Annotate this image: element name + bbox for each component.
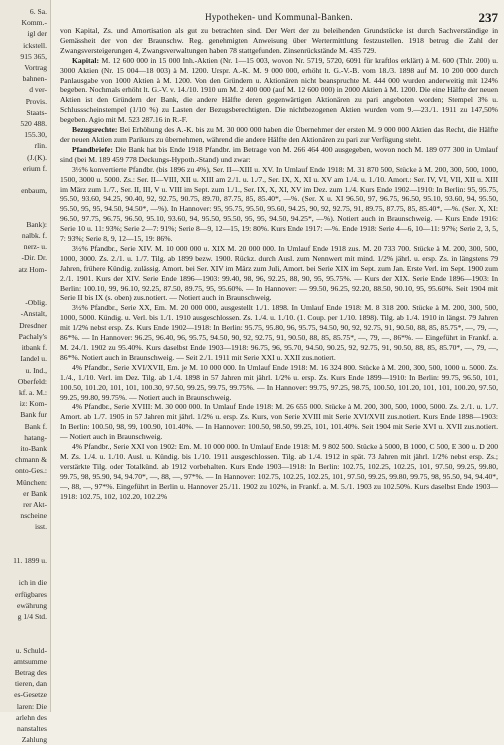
gutter-line: nerz- u.: [23, 242, 47, 252]
gutter-line: Zahlung: [21, 735, 47, 745]
page-content: [60, 10, 498, 710]
gutter-line: [0, 622, 50, 633]
gutter-line: u. Ind.,: [25, 365, 47, 375]
gutter-line: Bank f.: [24, 421, 47, 431]
gutter-line: g 1/4 Std.: [17, 611, 47, 621]
adjacent-page-margin: [0, 0, 51, 745]
gutter-line: [0, 566, 50, 577]
gutter-line: Pachaly's: [18, 331, 47, 341]
paragraph-label: Bezugsrechte:: [72, 125, 118, 135]
paragraph: [60, 303, 498, 362]
adjacent-page-text: [0, 6, 50, 745]
gutter-line: Iandel u.: [20, 354, 47, 364]
gutter-line: [0, 196, 50, 207]
gutter-line: d ver-: [29, 85, 47, 95]
gutter-line: nanstaltes: [17, 724, 47, 733]
gutter-line: [0, 533, 50, 544]
gutter-line: [0, 286, 50, 297]
gutter-line: rlin.: [34, 141, 47, 151]
gutter-line: Bank fur: [20, 410, 47, 420]
paragraph: [60, 145, 498, 165]
gutter-line: ich in die: [18, 578, 47, 588]
page-number: 237: [478, 10, 498, 25]
running-title: Hypotheken- und Kommunal-Banken.: [205, 12, 353, 22]
paragraph-text: 4% Pfandbr., Serie XXI von 1902: Em. M. 10 000 000. In Umlauf Ende 1918: M. 9 802 500. Stücke à 5000, B 1000, C 500, E 300 u. D 200 M. Zs. 1./4. u. 1./10. Ausl. u. Kündig. bis 1./10. 1911 ausgeschlossen. Tilg. ab 1./4. 1912 in spät. 73 Jahren mit jährl. 1/2% nebst ersp. Zs.; verstärkte Tilg. oder Totalkünd. ab 1912 vorbehalten. Kurs Ende 1903—1918: In Berlin: 102.75, 102.25, 102.25, 101, 97.50, 99.25, 99.80, 99.75, 98, 95.90, 94, 94.70*, —, 88, —, 97*%. — In Hannover: 102.75, 102.25, 102.25, 101, 97.50, 99.25, 99.80, 99.75, 98, 95.50, 94, 94.40*, —, 88, —, 97*%. Eingeführt in Berlin u. Hannover 25./11. 1902 zu 102%, in Frankf. a. M. 5./1. 1903 zu 102.50%. Kurs daselbst Ende 1903—1918: 102.75, 102, 102.20, 102.2%: [60, 442, 498, 501]
gutter-line: Dresdner: [19, 320, 47, 330]
gutter-line: igl der: [27, 29, 47, 39]
gutter-line: Provis.: [25, 96, 47, 106]
gutter-line: nalbk. f.: [21, 231, 47, 241]
gutter-line: 155.30,: [24, 130, 47, 140]
gutter-line: itbank f.: [21, 343, 47, 353]
gutter-line: -Anstalt,: [20, 309, 47, 319]
gutter-line: ewährung: [17, 600, 47, 610]
gutter-line: [0, 174, 50, 185]
gutter-line: es-Gesetze: [14, 690, 47, 700]
gutter-line: 520 488.: [20, 119, 47, 129]
gutter-line: -Dir. Dr.: [21, 253, 47, 263]
paragraph-label: Kapital:: [72, 55, 100, 65]
gutter-line: Bank):: [26, 219, 47, 229]
paragraph-text: von Kapital, Zs. und Amortisation als gut zu betrachten sind. Der Wert der zu beleihenden Grundstücke ist durch Sachverständige in Gemässheit der von der Braunschw. Reg. genehmigten Anweisung über Wertermittlung festzustellen. 1918 betrug die Zahl der Zwangsversteigerungen 4, Zwangsverwaltungen haben 78 stattgefunden. Zinsenrückstände M. 435 729.: [60, 26, 498, 55]
gutter-line: Oberfeld:: [17, 376, 47, 386]
gutter-line: amtsumme: [13, 656, 47, 666]
paragraph-text: 3½% konvertierte Pfandbr. (bis 1896 zu 4%), Ser. II—XIII u. XV. In Umlauf Ende 1918: M. 31 870 500, Stücke à M. 200, 300, 500, 1000, 1500, 3000 u. 5000. Zs.: Ser. II—VIII, XII u. XIII am 2./1. u. 1./7., Ser. IX, X, XI u. XV am 1./4. u. 1./10. Amort.: Ser. IV, VI, VII, XII u. XIII im März zum 1./7., Ser. II, III, V u. VIII im Sept. zum 1./1., Ser. IX, X, XI, XV im Dez. zum 1./4. Kurs Ende 1902—1910: In Berlin: 95, 95.75, 95.50, 93.60, 94.25, 90.40, 92, 92.75, 90.75, 89.70, 87.75, 85, 85.40*, —%. (Ser. X u. XI 96.50, 97, 96.75, 96.50, 95.10, 93.60, 94, 95.50, 95.50, 95, 95, 94.50, 94.50*, —%). In Hannover: 95, 95.75, 95.50, 95.60, 94.25, 90, 92, 92.75, 91, 89.75, 87.75, 85, 85.40*, —%. (Ser. X, XI: 96.50, 97.75, 96.75, 96.50, 95.10, 93.60, 94, 95.50, 95.50, 95, 95, 94.50, 94.25*, —%). Notiert auch in Braunschweig. — Kurs Ende 1916: Serie 10 u. 11: 93%; Serie 2—7: 91%; Serie 8—9, 12—15, 19: 80%. Kurs Ende 1917: —%. Ende 1918: Serie 4—6, 10—11: 97%; Serie 2, 3, 5, 7: 93%; Serie 8, 9, 12—15, 19: 86%.: [60, 164, 498, 244]
gutter-line: erium f.: [22, 163, 47, 173]
gutter-line: enbaum,: [21, 186, 47, 196]
paragraph: [60, 125, 498, 145]
paragraph-label: Pfandbriefe:: [72, 144, 113, 154]
gutter-line: 915 365,: [20, 51, 47, 61]
paragraph-text: M. 12 600 000 in 15 000 Inh.-Aktien (Nr. 1—15 003, wovon Nr. 5719, 5720, 6091 für kraftlos erklärt) à M. 600 (Thlr. 200) u. 3000 Aktien (Nr. 15 004—18 003) à M. 1200. Urspr. A.-K. M. 9 000 000, erhöht lt. G.-V.-B. vom 18./3. 1898 auf M. 10 200 000 durch Panlausgabe von 1000 Aktien à M. 1200. Von den Gründern u. Aktionären nicht beanspruchte M. 444 000 wurden anderweitig mit 124% begeben. Nochmals erhöht lt. G.-V. v. 14./10. 1910 um M. 2 400 000 (auf M. 12 600 000) in 2000 Aktien à M. 1200. Die eine Hälfte der neuen Aktien ist den Gründern der Bank, die andere Hälfte deren gegenwärtigen Aktionären zu pari angeboten worden; Stempel 3% u. Schlussscheinstempel (1/10 %) zu Lasten der Bezugsberechtigten. Die nichtbezogenen Aktien wurden vom 9.—23./1. 1911 zu 147,50% begeben. Agio mit M. 523 287.16 in R.-F.: [60, 55, 498, 125]
gutter-line: chmann &: [15, 455, 47, 465]
gutter-line: arlehn des: [16, 712, 47, 722]
paragraph-text: Die Bank hat bis Ende 1918 Pfandbr. im Betrage von M. 266 464 400 ausgegeben, wovon noch M. 189 077 300 in Umlauf sind (bei M. 189 459 778 Deckungs-Hypoth.-Stand) und zwar:: [60, 144, 498, 164]
gutter-line: laren: Die: [16, 701, 47, 711]
gutter-line: Betrag des: [14, 667, 47, 677]
paragraph-text: Bei Erhöhung des A.-K. bis zu M. 30 000 000 haben die Übernehmer der ersten M. 9 000 000 Aktien das Recht, die Hälfte der neuen Aktien zum Parikurs zu übernehmen, während die andere Hälfte den Aktionären zu pari zur Verfügung steht.: [60, 125, 498, 144]
gutter-line: isst.: [34, 522, 47, 532]
running-header: [60, 10, 498, 26]
gutter-line: kf. a. M.:: [18, 387, 47, 397]
paragraph: [60, 56, 498, 125]
gutter-line: er Bank: [23, 488, 47, 498]
gutter-line: [0, 633, 50, 644]
gutter-line: [0, 208, 50, 219]
gutter-line: [0, 275, 50, 286]
gutter-line: tieren, dan: [14, 679, 47, 689]
paragraph-text: 4% Pfandbr., Serie XVIII: M. 30 000 000. In Umlauf Ende 1918: M. 26 655 000. Stücke à M. 200, 300, 500, 1000, 5000. Zs. 2./1. u. 1./7. Amort. ab 1./7. 1905 in 57 Jahren mit jährl. 1/2% u. ersp. Zs. Kurs, von Serie XVIII mit Serie XVI/XVII zus.notiert. Kurs Ende 1898—1903: In Berlin: 100.50, 98, 99, 100.90, 101.40%. — In Hannover: 100.50, 98.50, 99.25, 101, 101.40%. Seit 1904 mit Serie XVI u. XVII zus.notiert. — Notiert auch in Braunschweig.: [60, 402, 498, 442]
gutter-line: bahnen-: [22, 74, 47, 84]
gutter-line: u. Schuld-: [15, 645, 47, 655]
paragraph: [60, 442, 498, 501]
gutter-line: nscheine: [20, 511, 47, 521]
gutter-line: München:: [16, 477, 47, 487]
gutter-line: ito-Bank: [20, 443, 47, 453]
gutter-line: atz Hom-: [18, 264, 47, 274]
paragraph: [60, 244, 498, 303]
paragraph: [60, 26, 498, 56]
body-text: [60, 26, 498, 502]
gutter-line: Staats-: [26, 107, 47, 117]
gutter-line: [0, 544, 50, 555]
paragraph-text: 3½% Pfandbr., Serie XX, Em. M. 20 000 000, ausgestellt 1./1. 1898. In Umlauf Ende 1918: M. 8 318 200. Stücke à M. 200, 300, 500, 1000, 5000. Kündig. u. Verl. bis 1./1. 1910 ausgeschlossen. Zs. 1./4. u. 1./10. (1. Coup. per 1./10. 1898). Tilg. ab 1./4. 1910 in längst. 79 Jahren mit 1/2% nebst ersp. Zs. Kurs Ende 1902—1918: In Berlin: 95.75, 95.80, 96, 95.75, 94.50, 90, 92, 92.75, 91, 90.50, 88, 85, 85.75*, —, 79, —, 86*%. — In Hannover: 96.25, 96.40, 96, 95.75, 94.50, 90, 92, 92.75, 91, 90.50, 88, 85, 85.75*, —, 79, —, 86*%. — Eingeführt in Frankf. a. M. 24./1. 1902 zu 95.40%. Kurs daselbst Ende 1903—1918: 96.75, 96, 95.70, 94.50, 90.25, 92, 92.75, 91, 90.50, 88, 85, 85.70*, —, 79, —, 86*%. Notiert auch in Braunschweig. — Seit 2./1. 1911 mit Serie XXI u. XXII zus.notiert.: [60, 303, 498, 362]
paragraph: [60, 363, 498, 403]
paragraph-text: 3½% Pfandbr., Serie XIV. M. 10 000 000 u. XIX M. 20 000 000. In Umlauf Ende 1918 zus. M. 20 733 700. Stücke à M. 200, 300, 500, 1000, 3000. Zs. 2./1. u. 1./7. Tilg. ab 1899 bezw. 1900. Rückz. durch Ausl. zum Nennwert mit mind. 1/2% jährl. u. ersp. Zs. in längstens 79 Jahren, frühere Kündig. zulässig. Amort. bei Ser. XIV im März zum Juli, Amort. bei Serie XIX im Sept. zum Jan. Erste Verl. im Sept. 1900 zum 2./1. 1901. Kurs der XIV. Serie Ende 1896—1903: 99.40, 98, 96, 92.25, 88, 90, 95, 95.75%. — Kurs der XIX. Serie Ende 1896—1903: In Berlin: 100.10, 99, 96.10, 92.25, 87.50, 89.75, 95, 95.60%. — In Hannover: — 99.50, 96.25, 92.20, 88.50, 90.10, 95, 95.60%. Seit 1904 mit Serie II bis IX (s. oben) zus.notiert. — Notiert auch in Braunschweig.: [60, 243, 498, 303]
paragraph: [60, 402, 498, 442]
gutter-line: -Oblig.: [25, 298, 47, 308]
paragraph: [60, 165, 498, 244]
gutter-line: onto-Ges.:: [15, 466, 47, 476]
gutter-line: erfügbares: [14, 589, 47, 599]
gutter-line: hatang-: [24, 432, 47, 442]
gutter-line: Komm.-: [21, 18, 47, 28]
paragraph-text: 4% Pfandbr., Serie XVI/XVII, Em. je M. 10 000 000. In Umlauf Ende 1918: M. 16 324 800. Stücke à M. 200, 300, 500, 1000 u. 5000. Zs. 1./4., 1./10. Verl. im Dez. Tilg. ab 1./4. 1898 in 57 Jahren mit jährl. 1/2% u. ersp. Zs. Kurs Ende 1899—1910: In Berlin: 99.75, 96.50, 101, 100.50, 101.20, 101, 101, 100.30, 97.50, 99.25, 99.75, 99.75%. — In Hannover: 99.75, 97.25, 98.75, 100.50, 101.20, 101, 101, 100.20, 97.50, 99.25, 99.80, 99.75%. — Notiert auch in Braunschweig.: [60, 362, 498, 402]
gutter-line: 11. 1899 u.: [13, 555, 47, 565]
gutter-line: ickstell.: [23, 40, 47, 50]
gutter-line: 6. Sa.: [29, 7, 47, 16]
gutter-line: (J.(K).: [27, 152, 47, 162]
gutter-line: Vortrag: [24, 63, 47, 73]
gutter-line: rer Akt-: [23, 499, 47, 509]
gutter-line: iz: Kom-: [19, 399, 47, 409]
